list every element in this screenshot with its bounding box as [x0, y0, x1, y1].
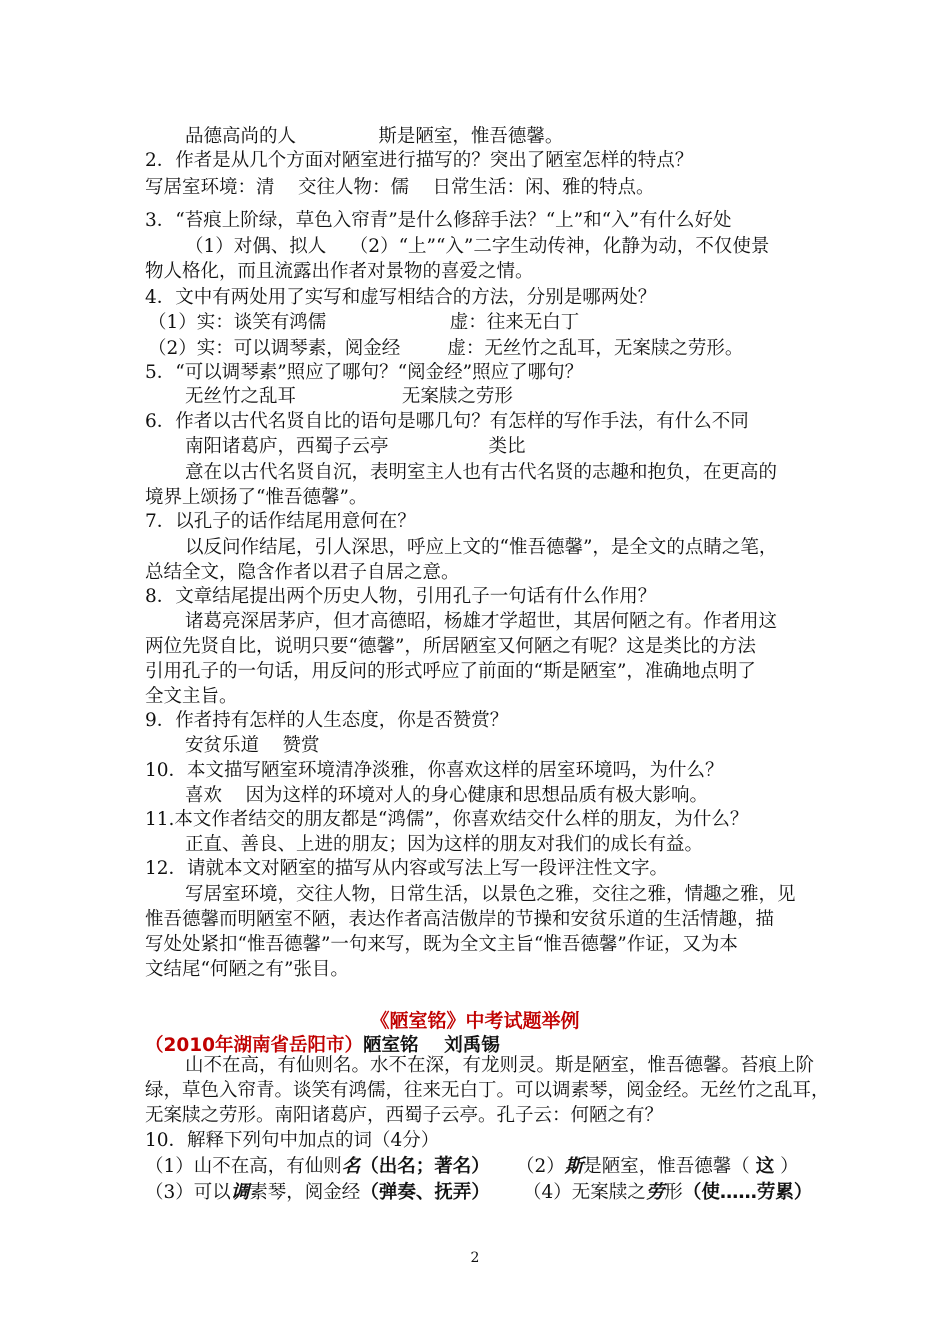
- answer-line: （1）对偶、拟人 （2）“上”“入”二字生动传神，化静为动，不仅使景: [185, 236, 770, 257]
- item-answer: （使……劳累）: [682, 1182, 813, 1203]
- answer-line: 写居室环境：清 交往人物：儒 日常生活：闲、雅的特点。: [145, 177, 655, 198]
- dotted-word: 劳: [645, 1182, 665, 1203]
- exam-item-2: [516, 1156, 799, 1178]
- item-text: 素琴，阅金经: [249, 1182, 361, 1203]
- poem-title-author: 陋室铭 刘禹锡: [363, 1035, 500, 1056]
- question-2: 2．作者是从几个方面对陋室进行描写的？突出了陋室怎样的特点？: [145, 150, 694, 171]
- passage-line: 山不在高，有仙则名。水不在深，有龙则灵。斯是陋室，惟吾德馨。苔痕上阶: [185, 1055, 815, 1076]
- answer-line: 写居室环境，交往人物，日常生活，以景色之雅，交往之雅，情趣之雅，见: [185, 884, 796, 905]
- answer-line: 意在以古代名贤自沉，表明室主人也有古代名贤的志趣和抱负，在更高的: [185, 462, 778, 483]
- dotted-word: 斯: [564, 1156, 584, 1177]
- item-text: （4）无案牍之: [523, 1182, 646, 1203]
- answer-line: 无丝竹之乱耳 无案牍之劳形: [185, 386, 513, 407]
- answer-line: 正直、善良、上进的朋友；因为这样的朋友对我们的成长有益。: [185, 834, 704, 855]
- answer-line: （2）实：可以调琴素，阅金经 虚：无丝竹之乱耳，无案牍之劳形。: [148, 338, 744, 359]
- item-text: ）: [774, 1156, 799, 1177]
- exam-question-10: 10．解释下列句中加点的词（4分）: [145, 1130, 440, 1151]
- answer-line: 物人格化，而且流露出作者对景物的喜爱之情。: [145, 261, 534, 282]
- answer-line: 文结尾“何陋之有”张目。: [145, 959, 349, 980]
- answer-line: 品德高尚的人 斯是陋室，惟吾德馨。: [185, 126, 564, 147]
- question-6: 6．作者以古代名贤自比的语句是哪几句？有怎样的写作手法，有什么不同: [145, 411, 749, 432]
- question-7: 7．以孔子的话作结尾用意何在？: [145, 511, 416, 532]
- item-text: （1）山不在高，有仙则: [145, 1156, 342, 1177]
- question-9: 9．作者持有怎样的人生态度，你是否赞赏？: [145, 710, 509, 731]
- answer-line: 诸葛亮深居茅庐，但才高德昭，杨雄才学超世，其居何陋之有。作者用这: [185, 611, 778, 632]
- answer-line: 南阳诸葛庐，西蜀子云亭 类比: [185, 436, 526, 457]
- answer-line: 喜欢 因为这样的环境对人的身心健康和思想品质有极大影响。: [185, 785, 709, 806]
- exam-item-4: [523, 1182, 812, 1204]
- page-number: 2: [470, 1250, 480, 1266]
- passage-line: 绿，草色入帘青。谈笑有鸿儒，往来无白丁。可以调素琴，阅金经。无丝竹之乱耳，: [145, 1080, 830, 1101]
- answer-line: 境界上颂扬了“惟吾德馨”。: [145, 487, 368, 508]
- exam-item-3: [145, 1182, 490, 1204]
- answer-line: 安贫乐道 赞赏: [185, 735, 320, 756]
- question-4: 4．文中有两处用了实写和虚写相结合的方法，分别是哪两处？: [145, 287, 657, 308]
- exam-source-year: （2010年湖南省岳阳市）: [145, 1035, 363, 1056]
- section-title: 《陋室铭》中考试题举例: [370, 1010, 580, 1032]
- answer-line: 全文主旨。: [145, 686, 238, 707]
- passage-line: 无案牍之劳形。南阳诸葛庐，西蜀子云亭。孔子云：何陋之有？: [145, 1105, 664, 1126]
- item-text: （2）: [516, 1156, 565, 1177]
- item-answer: 这: [755, 1156, 775, 1177]
- answer-line: 两位先贤自比，说明只要“德馨”，所居陋室又何陋之有呢？这是类比的方法: [145, 636, 756, 657]
- question-5: 5．“可以调琴素”照应了哪句？“阅金经”照应了哪句？: [145, 362, 584, 383]
- answer-line: 写处处紧扣“惟吾德馨”一句来写，既为全文主旨“惟吾德馨”作证，又为本: [145, 934, 738, 955]
- item-text: 形: [664, 1182, 683, 1203]
- item-text: （3）可以: [145, 1182, 231, 1203]
- question-10: 10．本文描写陋室环境清净淡雅，你喜欢这样的居室环境吗，为什么？: [145, 760, 724, 781]
- item-answer: （弹奏、抚弄）: [360, 1182, 490, 1203]
- answer-line: （1）实：谈笑有鸿儒 虚：往来无白丁: [148, 312, 580, 333]
- exam-item-1: [145, 1156, 490, 1178]
- dotted-word: 调: [230, 1182, 250, 1203]
- exam-source: [145, 1031, 500, 1057]
- item-text: 是陋室，惟吾德馨（: [583, 1156, 756, 1177]
- question-12: 12．请就本文对陋室的描写从内容或写法上写一段评注性文字。: [145, 858, 669, 879]
- answer-line: 惟吾德馨而明陋室不陋，表达作者高洁傲岸的节操和安贫乐道的生活情趣，描: [145, 909, 775, 930]
- answer-line: 引用孔子的一句话，用反问的形式呼应了前面的“斯是陋室”，准确地点明了: [145, 661, 756, 682]
- question-11: 11.本文作者结交的朋友都是“鸿儒”，你喜欢结交什么样的朋友，为什么？: [145, 809, 749, 830]
- dotted-word: 名: [341, 1156, 361, 1177]
- item-answer: （出名；著名）: [360, 1156, 490, 1177]
- question-3: 3．“苔痕上阶绿，草色入帘青”是什么修辞手法？“上”和“入”有什么好处: [145, 210, 732, 231]
- question-8: 8．文章结尾提出两个历史人物，引用孔子一句话有什么作用？: [145, 586, 657, 607]
- answer-line: 总结全文，隐含作者以君子自居之意。: [145, 562, 460, 583]
- answer-line: 以反问作结尾，引人深思，呼应上文的“惟吾德馨”，是全文的点睛之笔，: [185, 537, 778, 558]
